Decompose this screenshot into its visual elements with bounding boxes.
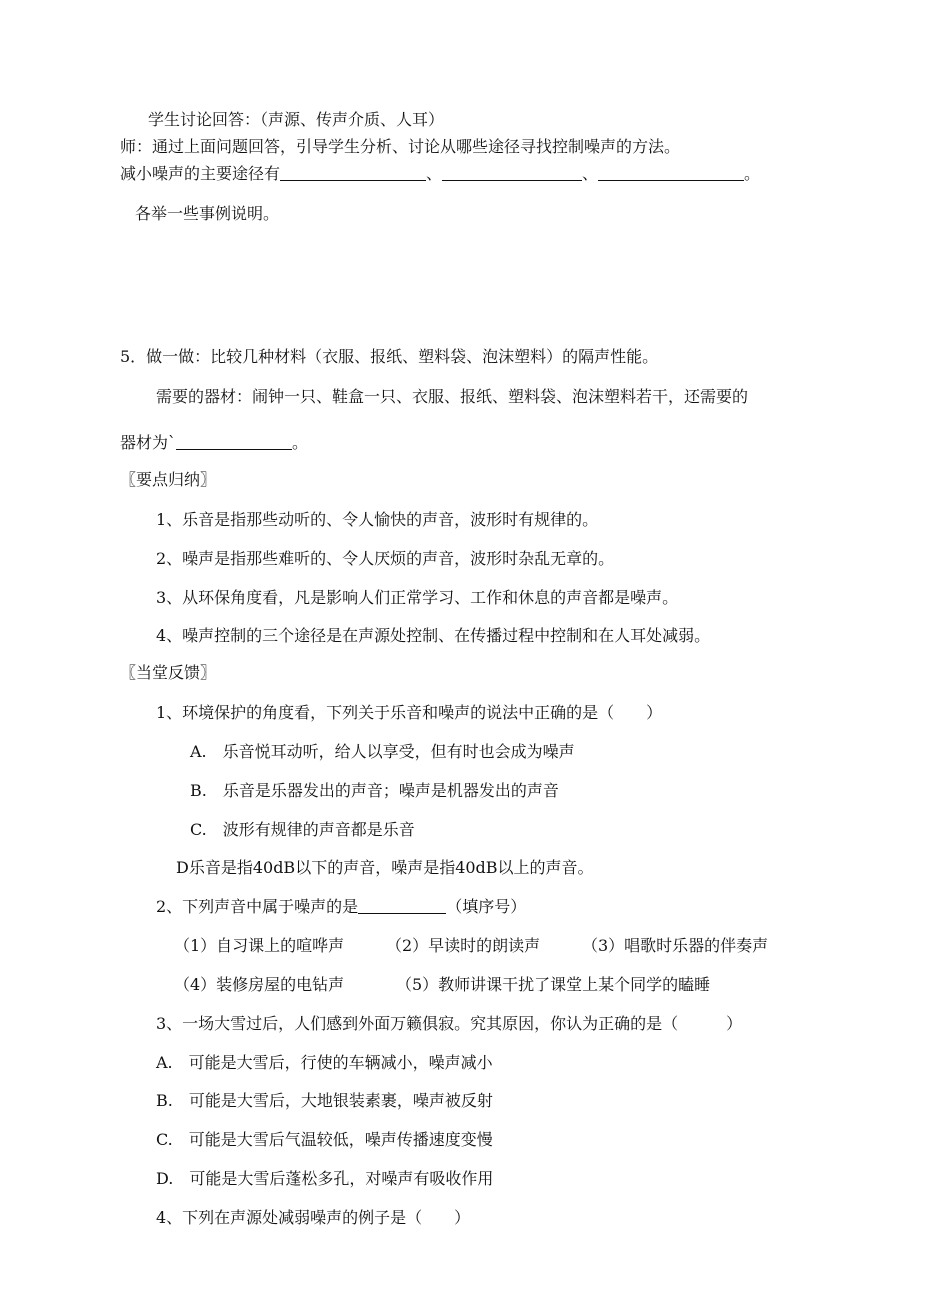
summary-header: 〖要点归纳〗 [120,470,217,489]
q3-option-c[interactable]: C. 可能是大雪后气温较低，噪声传播速度变慢 [156,1130,493,1149]
q2-option-5: （5）教师讲课干扰了课堂上某个同学的瞌睡 [396,975,711,994]
period: 。 [744,164,761,183]
activity-title: 5．做一做：比较几种材料（衣服、报纸、塑料袋、泡沫塑料）的隔声性能。 [120,347,659,366]
answer-blank-1[interactable] [280,165,426,181]
question-4: 4、下列在声源处减弱噪声的例子是（ ） [156,1208,471,1227]
materials-line: 需要的器材：闹钟一只、鞋盒一只、衣服、报纸、塑料袋、泡沫塑料若干，还需要的 [156,387,749,406]
q2-stem-suffix: （填序号） [446,897,527,916]
question-2 [156,897,526,917]
examples-prompt: 各举一些事例说明。 [135,204,280,223]
summary-item: 4、噪声控制的三个途径是在声源处控制、在传播过程中控制和在人耳处减弱。 [156,626,711,645]
teacher-guidance: 师：通过上面问题回答，引导学生分析、讨论从哪些途径寻找控制噪声的方法。 [120,137,681,156]
q2-answer-blank[interactable] [358,898,446,914]
summary-item: 2、噪声是指那些难听的、令人厌烦的声音，波形时杂乱无章的。 [156,549,615,568]
q3-option-d[interactable]: D. 可能是大雪后蓬松多孔，对噪声有吸收作用 [156,1169,494,1188]
period: 。 [292,433,309,452]
noise-reduction-line [120,164,760,184]
answer-blank-2[interactable] [442,165,582,181]
q3-option-a[interactable]: A. 可能是大雪后，行使的车辆减小，噪声减小 [156,1053,493,1072]
summary-item: 3、从环保角度看，凡是影响人们正常学习、工作和休息的声音都是噪声。 [156,588,679,607]
answer-blank-3[interactable] [598,165,744,181]
discussion-answer: 学生讨论回答：（声源、传声介质、人耳） [148,110,445,129]
q1-option-c[interactable]: C. 波形有规律的声音都是乐音 [190,820,415,839]
question-1: 1、环境保护的角度看，下列关于乐音和噪声的说法中正确的是（ ） [156,703,663,722]
materials-label: 器材为` [120,433,177,452]
noise-reduction-label: 减小噪声的主要途径有 [120,164,281,183]
q2-stem: 2、下列声音中属于噪声的是 [156,897,359,916]
materials-blank[interactable] [176,434,292,450]
feedback-header: 〖当堂反馈〗 [120,663,217,682]
q1-option-b[interactable]: B. 乐音是乐器发出的声音；噪声是机器发出的声音 [190,781,559,800]
materials-line-2 [120,433,308,453]
question-3: 3、一场大雪过后，人们感到外面万籁俱寂。究其原因，你认为正确的是（ ） [156,1014,743,1033]
summary-item: 1、乐音是指那些动听的、令人愉快的声音，波形时有规律的。 [156,510,599,529]
separator: 、 [426,164,443,183]
q1-option-a[interactable]: A. 乐音悦耳动听，给人以享受，但有时也会成为噪声 [190,742,575,761]
q2-option-3: （3）唱歌时乐器的伴奏声 [582,936,769,955]
separator: 、 [582,164,599,183]
q2-option-4: （4）装修房屋的电钻声 [174,975,345,994]
q3-option-b[interactable]: B. 可能是大雪后，大地银装素裹，噪声被反射 [156,1091,493,1110]
q2-option-2: （2）早读时的朗读声 [386,936,541,955]
q2-option-1: （1）自习课上的喧哗声 [174,936,345,955]
q1-option-d[interactable]: D乐音是指40dB以下的声音，噪声是指40dB以上的声音。 [176,858,594,877]
